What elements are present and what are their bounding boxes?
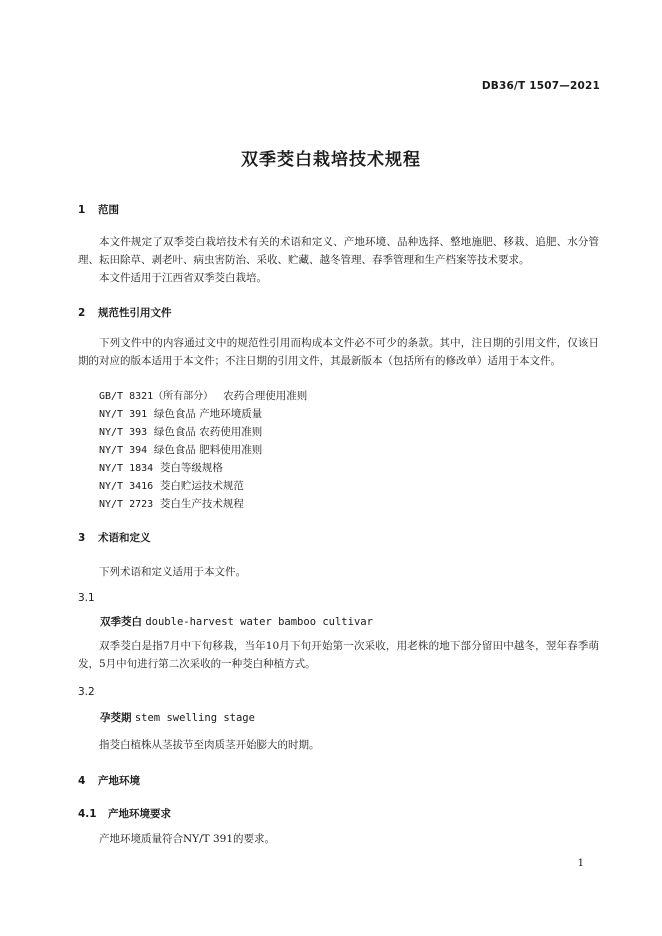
reference-code: NY/T 393	[99, 427, 148, 438]
term-zh: 孕茭期	[100, 712, 132, 724]
term-heading	[100, 710, 255, 725]
reference-item	[99, 459, 307, 477]
section-4-number: 4	[78, 775, 86, 787]
section-1-title: 范围	[98, 204, 119, 216]
reference-item	[99, 441, 307, 459]
term-number: 3.2	[78, 686, 95, 698]
reference-item	[99, 477, 307, 495]
subsection-4-1-title: 产地环境要求	[108, 808, 171, 820]
reference-list	[99, 387, 307, 513]
reference-code: NY/T 1834	[99, 463, 154, 474]
term-definition-text: 指茭白植株从茎拔节至肉质茎开始膨大的时期。	[99, 739, 320, 751]
section-1-number: 1	[78, 204, 86, 216]
reference-item	[99, 405, 307, 423]
reference-title: 绿色食品 肥料使用准则	[153, 444, 263, 456]
section-3-title: 术语和定义	[98, 532, 151, 544]
reference-title: 茭白贮运技术规范	[159, 480, 244, 492]
section-2-body	[78, 334, 599, 370]
term-en: double-harvest water bamboo cultivar	[145, 616, 373, 628]
reference-title: 农药合理使用准则	[223, 390, 308, 402]
section-1-paragraph: 本文件适用于江西省双季茭白栽培。	[99, 272, 267, 284]
reference-item	[99, 387, 307, 405]
term-number: 3.1	[78, 592, 95, 604]
reference-code: NY/T 391	[99, 409, 148, 420]
reference-item	[99, 495, 307, 513]
section-4-heading	[78, 773, 140, 788]
term-en: stem swelling stage	[134, 712, 255, 724]
section-2-heading	[78, 305, 172, 320]
section-1-paragraph: 本文件规定了双季茭白栽培技术有关的术语和定义、产地环境、品种选择、整地施肥、移栽、追肥、水分管理、耘田除草、剥老叶、病虫害防治、采收、贮藏、越冬管理、春季管理和生产档案等技术要求。	[78, 236, 599, 266]
term-zh: 双季茭白	[100, 616, 142, 628]
section-2-number: 2	[78, 307, 86, 319]
reference-code: NY/T 3416	[99, 481, 154, 492]
section-3-heading	[78, 530, 151, 545]
section-1-heading	[78, 202, 119, 217]
document-title: 双季茭白栽培技术规程	[241, 150, 421, 170]
reference-title: 绿色食品 农药使用准则	[153, 426, 263, 438]
term-definition	[78, 736, 599, 754]
reference-item	[99, 423, 307, 441]
section-1-body	[78, 233, 599, 287]
page-number: 1	[577, 858, 584, 869]
reference-title: 茭白等级规格	[159, 462, 223, 474]
section-2-title: 规范性引用文件	[98, 307, 172, 319]
reference-title: 绿色食品 产地环境质量	[153, 408, 263, 420]
reference-code: NY/T 2723	[99, 499, 154, 510]
subsection-4-1-text: 产地环境质量符合NY/T 391的要求。	[99, 833, 276, 845]
section-4-title: 产地环境	[98, 775, 140, 787]
reference-code: NY/T 394	[99, 445, 148, 456]
term-heading	[100, 614, 373, 629]
section-3-intro: 下列术语和定义适用于本文件。	[99, 566, 246, 578]
term-definition-text: 双季茭白是指7月中下旬移栽，当年10月下旬开始第一次采收，用老株的地下部分留田中越冬，翌年春季萌发，5月中旬进行第二次采收的一种茭白种植方式。	[78, 640, 599, 670]
section-3-body	[78, 563, 599, 581]
subsection-4-1-heading	[78, 806, 171, 821]
section-3-number: 3	[78, 532, 86, 544]
reference-code: GB/T 8321（所有部分）	[99, 391, 214, 402]
term-definition	[78, 637, 599, 673]
section-2-intro: 下列文件中的内容通过文中的规范性引用而构成本文件必不可少的条款。其中，注日期的引用文件，仅该日期的对应的版本适用于本文件；不注日期的引用文件，其最新版本（包括所有的修改单）适用于本文件。	[78, 337, 599, 367]
reference-title: 茭白生产技术规程	[159, 498, 244, 510]
subsection-4-1-body	[78, 830, 599, 848]
document-code: DB36/T 1507—2021	[481, 80, 600, 92]
subsection-4-1-number: 4.1	[78, 808, 97, 820]
